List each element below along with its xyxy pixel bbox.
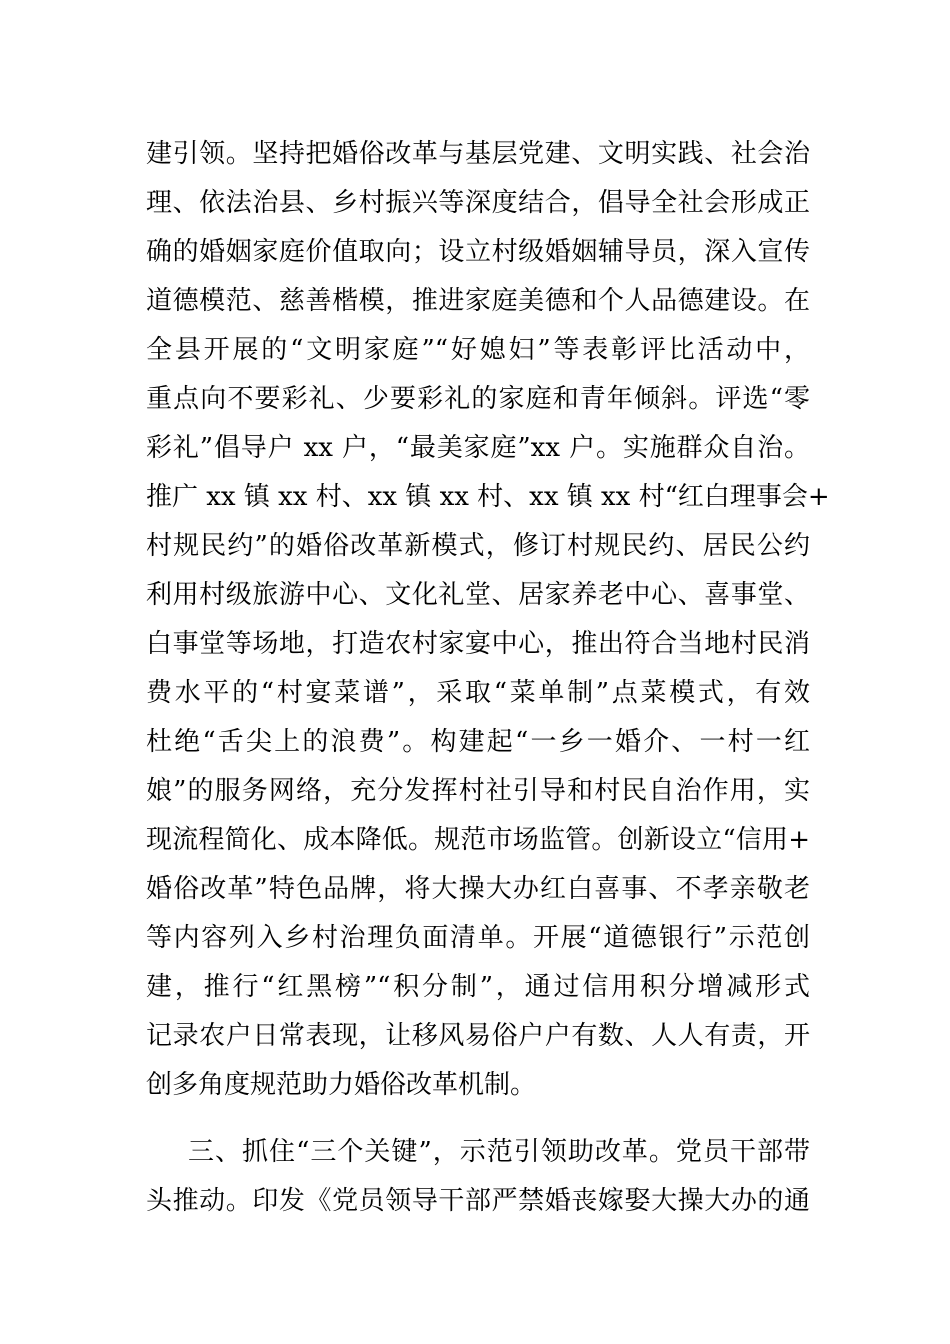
- text-line: 婚俗改革”特色品牌，将大操大办红白喜事、不孝亲敬老: [146, 874, 810, 904]
- text-line: 白事堂等场地，打造农村家宴中心，推出符合当地村民消: [146, 629, 810, 659]
- text-line: 推广 xx 镇 xx 村、xx 镇 xx 村、xx 镇 xx 村“红白理事会+: [146, 482, 830, 512]
- text-line: 记录农户日常表现，让移风易俗户户有数、人人有责，开: [146, 1021, 810, 1051]
- text-line: 现流程简化、成本降低。规范市场监管。创新设立“信用+: [146, 825, 810, 855]
- text-line: 杜绝“舌尖上的浪费”。构建起“一乡一婚介、一村一红: [146, 727, 810, 757]
- text-line: 确的婚姻家庭价值取向；设立村级婚姻辅导员，深入宣传: [146, 237, 810, 267]
- text-line: 理、依法治县、乡村振兴等深度结合，倡导全社会形成正: [146, 188, 810, 218]
- paragraph-gap: [146, 1110, 810, 1128]
- text-line: 重点向不要彩礼、少要彩礼的家庭和青年倾斜。评选“零: [146, 384, 810, 414]
- document-body: [146, 130, 830, 1226]
- text-line: 全县开展的“文明家庭”“好媳妇”等表彰评比活动中，: [146, 335, 810, 365]
- text-line: 彩礼”倡导户 xx 户，“最美家庭”xx 户。实施群众自治。: [146, 433, 810, 463]
- text-line: 建，推行“红黑榜”“积分制”，通过信用积分增减形式: [146, 972, 810, 1002]
- text-line: 娘”的服务网络，充分发挥村社引导和村民自治作用，实: [146, 776, 810, 806]
- text-line: 费水平的“村宴菜谱”，采取“菜单制”点菜模式，有效: [146, 678, 810, 708]
- text-line: 创多角度规范助力婚俗改革机制。: [146, 1070, 537, 1100]
- paragraph-2: [146, 1128, 810, 1226]
- text-line: 等内容列入乡村治理负面清单。开展“道德银行”示范创: [146, 923, 810, 953]
- text-line: 村规民约”的婚俗改革新模式，修订村规民约、居民公约: [146, 531, 810, 561]
- text-line: 道德模范、慈善楷模，推进家庭美德和个人品德建设。在: [146, 286, 810, 316]
- paragraph-1: [146, 130, 830, 1110]
- text-line: 三、抓住“三个关键”，示范引领助改革。党员干部带: [188, 1137, 810, 1167]
- text-line: 利用村级旅游中心、文化礼堂、居家养老中心、喜事堂、: [146, 580, 810, 610]
- text-line: 建引领。坚持把婚俗改革与基层党建、文明实践、社会治: [146, 139, 810, 169]
- text-line: 头推动。印发《党员领导干部严禁婚丧嫁娶大操大办的通: [146, 1186, 810, 1216]
